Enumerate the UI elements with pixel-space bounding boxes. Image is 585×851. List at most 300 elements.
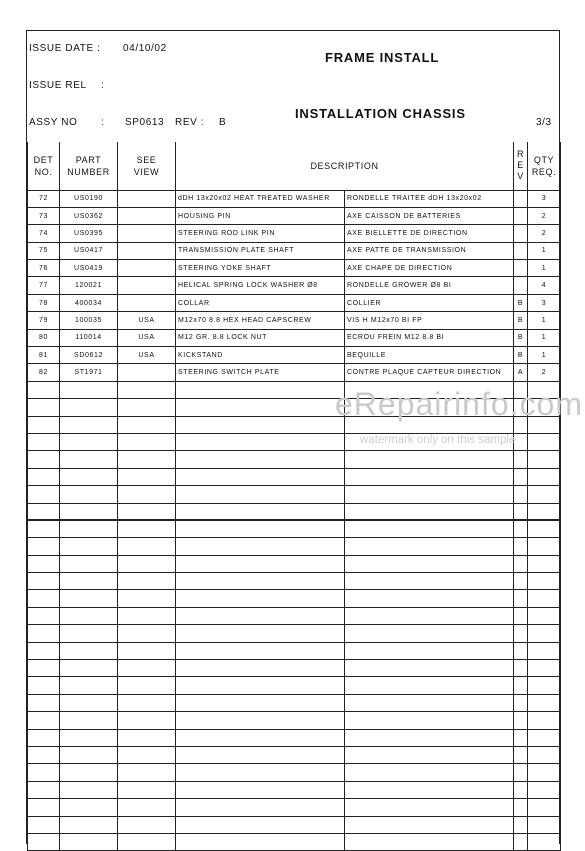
cell-see-view	[118, 364, 176, 381]
cell-det-no	[28, 642, 60, 659]
cell-qty	[528, 799, 561, 816]
cell-rev	[514, 573, 528, 590]
cell-rev	[514, 277, 528, 294]
cell-part-number	[60, 694, 118, 711]
cell-rev	[514, 625, 528, 642]
cell-part-number: US0419	[60, 260, 118, 277]
cell-rev	[514, 242, 528, 259]
cell-description-en: STEERING SWITCH PLATE	[176, 364, 345, 381]
cell-description-en	[176, 538, 345, 555]
cell-see-view	[118, 433, 176, 450]
issue-rel-label: ISSUE REL	[29, 80, 87, 91]
watermark-site: eRepairinfo.com	[335, 386, 583, 422]
cell-qty	[528, 781, 561, 798]
cell-description-fr: BEQUILLE	[345, 347, 514, 364]
cell-part-number	[60, 729, 118, 746]
empty-table-row	[28, 625, 561, 642]
cell-see-view: USA	[118, 329, 176, 346]
col-det-no: DET NO.	[28, 142, 60, 190]
table-row	[28, 190, 561, 207]
cell-qty	[528, 590, 561, 607]
table-header-row	[28, 142, 561, 190]
cell-description-en	[176, 625, 345, 642]
cell-part-number	[60, 555, 118, 572]
cell-rev	[514, 486, 528, 503]
cell-part-number: 100035	[60, 312, 118, 329]
cell-part-number	[60, 642, 118, 659]
cell-det-no	[28, 538, 60, 555]
empty-table-row	[28, 660, 561, 677]
cell-description-fr	[345, 660, 514, 677]
cell-part-number	[60, 747, 118, 764]
cell-see-view	[118, 277, 176, 294]
cell-description-fr: CONTRE PLAQUE CAPTEUR DIRECTION	[345, 364, 514, 381]
cell-see-view	[118, 660, 176, 677]
cell-description-fr	[345, 764, 514, 781]
cell-description-fr: AXE CAISSON DE BATTERIES	[345, 207, 514, 224]
cell-det-no: 73	[28, 207, 60, 224]
empty-table-row	[28, 573, 561, 590]
cell-rev	[514, 451, 528, 468]
cell-description-fr	[345, 538, 514, 555]
empty-table-row	[28, 764, 561, 781]
watermark-note: watermark only on this sample	[360, 434, 516, 446]
cell-det-no	[28, 555, 60, 572]
cell-description-en: TRANSMISSION PLATE SHAFT	[176, 242, 345, 259]
cell-see-view	[118, 225, 176, 242]
cell-description-en: STEERING ROD LINK PIN	[176, 225, 345, 242]
empty-table-row	[28, 712, 561, 729]
cell-rev	[514, 764, 528, 781]
cell-rev	[514, 468, 528, 485]
cell-det-no	[28, 729, 60, 746]
cell-qty	[528, 729, 561, 746]
cell-det-no	[28, 520, 60, 537]
cell-rev	[514, 712, 528, 729]
cell-det-no	[28, 381, 60, 398]
empty-table-row	[28, 833, 561, 850]
cell-see-view	[118, 416, 176, 433]
cell-description-en: dDH 13x20x02 HEAT TREATED WASHER	[176, 190, 345, 207]
cell-qty	[528, 451, 561, 468]
cell-description-fr	[345, 747, 514, 764]
cell-part-number	[60, 660, 118, 677]
cell-description-en	[176, 416, 345, 433]
empty-table-row	[28, 642, 561, 659]
cell-description-fr: VIS H M12x70 BI FP	[345, 312, 514, 329]
cell-det-no	[28, 590, 60, 607]
cell-description-fr	[345, 520, 514, 537]
cell-rev	[514, 660, 528, 677]
table-row	[28, 329, 561, 346]
cell-det-no: 80	[28, 329, 60, 346]
cell-part-number	[60, 381, 118, 398]
empty-table-row	[28, 451, 561, 468]
cell-see-view	[118, 625, 176, 642]
rev-value: B	[219, 117, 227, 128]
cell-det-no: 75	[28, 242, 60, 259]
cell-rev	[514, 642, 528, 659]
cell-qty	[528, 503, 561, 520]
cell-rev: B	[514, 347, 528, 364]
cell-description-fr	[345, 503, 514, 520]
parts-table	[27, 142, 561, 851]
cell-see-view	[118, 468, 176, 485]
assy-no-colon: :	[101, 117, 105, 128]
cell-description-fr: RONDELLE TRAITEE dDH 13x20x02	[345, 190, 514, 207]
table-row	[28, 364, 561, 381]
cell-description-fr	[345, 451, 514, 468]
cell-rev	[514, 207, 528, 224]
cell-description-fr	[345, 694, 514, 711]
cell-det-no	[28, 660, 60, 677]
cell-description-en	[176, 694, 345, 711]
cell-rev	[514, 816, 528, 833]
cell-part-number	[60, 451, 118, 468]
cell-rev	[514, 433, 528, 450]
table-row	[28, 277, 561, 294]
cell-description-fr: AXE BIELLETTE DE DIRECTION	[345, 225, 514, 242]
cell-description-en: KICKSTAND	[176, 347, 345, 364]
cell-part-number	[60, 625, 118, 642]
cell-description-fr	[345, 486, 514, 503]
empty-table-row	[28, 486, 561, 503]
cell-description-en: STEERING YOKE SHAFT	[176, 260, 345, 277]
cell-description-fr	[345, 625, 514, 642]
cell-description-en	[176, 590, 345, 607]
cell-rev	[514, 538, 528, 555]
cell-part-number: US0362	[60, 207, 118, 224]
cell-qty	[528, 555, 561, 572]
cell-rev	[514, 590, 528, 607]
cell-see-view	[118, 503, 176, 520]
cell-det-no	[28, 451, 60, 468]
cell-qty	[528, 625, 561, 642]
col-description: DESCRIPTION	[176, 142, 514, 190]
cell-part-number: US0417	[60, 242, 118, 259]
cell-description-en	[176, 642, 345, 659]
cell-part-number	[60, 399, 118, 416]
empty-table-row	[28, 729, 561, 746]
cell-see-view	[118, 677, 176, 694]
cell-qty: 3	[528, 190, 561, 207]
cell-see-view	[118, 833, 176, 850]
cell-rev	[514, 677, 528, 694]
cell-description-en	[176, 729, 345, 746]
cell-see-view: USA	[118, 312, 176, 329]
cell-det-no: 81	[28, 347, 60, 364]
cell-description-en	[176, 712, 345, 729]
cell-qty	[528, 816, 561, 833]
cell-qty	[528, 833, 561, 850]
cell-see-view	[118, 799, 176, 816]
cell-see-view	[118, 260, 176, 277]
cell-part-number	[60, 799, 118, 816]
cell-qty: 2	[528, 207, 561, 224]
cell-part-number	[60, 764, 118, 781]
cell-rev	[514, 260, 528, 277]
cell-qty	[528, 433, 561, 450]
cell-rev: B	[514, 329, 528, 346]
col-rev: R E V	[514, 142, 528, 190]
cell-qty: 1	[528, 260, 561, 277]
cell-description-en: HOUSING PIN	[176, 207, 345, 224]
cell-see-view	[118, 190, 176, 207]
cell-description-fr	[345, 816, 514, 833]
cell-qty: 1	[528, 347, 561, 364]
cell-part-number: 400034	[60, 294, 118, 311]
cell-rev: B	[514, 312, 528, 329]
table-row	[28, 347, 561, 364]
cell-rev	[514, 799, 528, 816]
cell-see-view	[118, 538, 176, 555]
cell-rev	[514, 520, 528, 537]
cell-part-number: 120021	[60, 277, 118, 294]
cell-description-en	[176, 555, 345, 572]
cell-det-no	[28, 833, 60, 850]
cell-description-en	[176, 781, 345, 798]
cell-part-number: ST1971	[60, 364, 118, 381]
cell-rev	[514, 555, 528, 572]
cell-rev	[514, 503, 528, 520]
table-row	[28, 294, 561, 311]
cell-see-view	[118, 555, 176, 572]
title-english: FRAME INSTALL	[325, 50, 440, 65]
cell-description-en	[176, 520, 345, 537]
cell-part-number	[60, 538, 118, 555]
cell-rev: B	[514, 294, 528, 311]
cell-rev	[514, 225, 528, 242]
assy-no-label: ASSY NO	[29, 117, 78, 128]
empty-table-row	[28, 538, 561, 555]
cell-description-en	[176, 799, 345, 816]
cell-det-no: 72	[28, 190, 60, 207]
cell-see-view	[118, 642, 176, 659]
cell-part-number: 110014	[60, 329, 118, 346]
empty-table-row	[28, 520, 561, 537]
empty-table-row	[28, 677, 561, 694]
assy-no-value: SP0613	[125, 117, 165, 128]
cell-qty	[528, 694, 561, 711]
cell-description-en: COLLAR	[176, 294, 345, 311]
cell-description-fr	[345, 799, 514, 816]
cell-description-fr	[345, 555, 514, 572]
cell-see-view	[118, 242, 176, 259]
cell-description-en	[176, 381, 345, 398]
cell-description-fr	[345, 833, 514, 850]
cell-qty	[528, 486, 561, 503]
cell-qty: 3	[528, 294, 561, 311]
cell-rev	[514, 781, 528, 798]
cell-det-no	[28, 433, 60, 450]
cell-description-fr	[345, 677, 514, 694]
empty-table-row	[28, 816, 561, 833]
cell-det-no	[28, 399, 60, 416]
cell-part-number	[60, 677, 118, 694]
cell-rev	[514, 833, 528, 850]
cell-description-en	[176, 660, 345, 677]
cell-qty: 1	[528, 242, 561, 259]
cell-see-view	[118, 781, 176, 798]
cell-det-no	[28, 712, 60, 729]
issue-date-value: 04/10/02	[123, 43, 167, 54]
cell-description-fr	[345, 590, 514, 607]
cell-see-view	[118, 294, 176, 311]
cell-description-en	[176, 503, 345, 520]
cell-part-number	[60, 486, 118, 503]
cell-rev: A	[514, 364, 528, 381]
empty-table-row	[28, 747, 561, 764]
cell-det-no	[28, 486, 60, 503]
cell-description-en: M12x70 8.8 HEX HEAD CAPSCREW	[176, 312, 345, 329]
cell-see-view	[118, 694, 176, 711]
cell-see-view: USA	[118, 347, 176, 364]
empty-table-row	[28, 781, 561, 798]
cell-part-number	[60, 573, 118, 590]
cell-see-view	[118, 712, 176, 729]
cell-description-en	[176, 816, 345, 833]
cell-det-no	[28, 625, 60, 642]
col-see-view: SEE VIEW	[118, 142, 176, 190]
cell-qty	[528, 468, 561, 485]
cell-det-no	[28, 416, 60, 433]
empty-table-row	[28, 607, 561, 624]
cell-qty	[528, 520, 561, 537]
cell-part-number	[60, 781, 118, 798]
col-part-number: PART NUMBER	[60, 142, 118, 190]
cell-description-fr	[345, 729, 514, 746]
cell-det-no	[28, 781, 60, 798]
cell-rev	[514, 607, 528, 624]
cell-description-en	[176, 468, 345, 485]
cell-see-view	[118, 747, 176, 764]
cell-qty	[528, 747, 561, 764]
cell-part-number: SD0612	[60, 347, 118, 364]
cell-description-en	[176, 573, 345, 590]
table-row	[28, 312, 561, 329]
cell-description-en	[176, 433, 345, 450]
cell-description-en: HELICAL SPRING LOCK WASHER Ø8	[176, 277, 345, 294]
cell-part-number	[60, 503, 118, 520]
page-number: 3/3	[536, 117, 552, 128]
cell-qty	[528, 642, 561, 659]
cell-description-en	[176, 399, 345, 416]
cell-description-en	[176, 607, 345, 624]
title-french: INSTALLATION CHASSIS	[295, 106, 466, 121]
cell-see-view	[118, 451, 176, 468]
cell-description-fr: AXE PATTE DE TRANSMISSION	[345, 242, 514, 259]
cell-see-view	[118, 590, 176, 607]
table-row	[28, 260, 561, 277]
cell-det-no	[28, 677, 60, 694]
cell-description-en: M12 GR. 8.8 LOCK NUT	[176, 329, 345, 346]
cell-description-fr: AXE CHAPE DE DIRECTION	[345, 260, 514, 277]
cell-det-no	[28, 764, 60, 781]
cell-description-fr: COLLIER	[345, 294, 514, 311]
cell-det-no: 79	[28, 312, 60, 329]
cell-rev	[514, 747, 528, 764]
cell-see-view	[118, 520, 176, 537]
cell-qty	[528, 660, 561, 677]
cell-part-number: US0190	[60, 190, 118, 207]
cell-det-no	[28, 694, 60, 711]
cell-see-view	[118, 729, 176, 746]
cell-qty	[528, 607, 561, 624]
cell-det-no	[28, 573, 60, 590]
cell-description-en	[176, 764, 345, 781]
cell-part-number	[60, 607, 118, 624]
cell-part-number	[60, 590, 118, 607]
cell-qty: 2	[528, 225, 561, 242]
empty-table-row	[28, 694, 561, 711]
cell-rev	[514, 694, 528, 711]
cell-description-fr	[345, 642, 514, 659]
cell-det-no	[28, 799, 60, 816]
cell-det-no	[28, 468, 60, 485]
cell-qty: 4	[528, 277, 561, 294]
cell-det-no: 76	[28, 260, 60, 277]
empty-table-row	[28, 590, 561, 607]
col-qty-req: QTY REQ.	[528, 142, 561, 190]
cell-qty: 1	[528, 312, 561, 329]
cell-qty: 1	[528, 329, 561, 346]
cell-det-no	[28, 747, 60, 764]
cell-description-fr	[345, 573, 514, 590]
cell-description-en	[176, 677, 345, 694]
cell-part-number: US0395	[60, 225, 118, 242]
cell-det-no: 77	[28, 277, 60, 294]
cell-det-no	[28, 503, 60, 520]
cell-part-number	[60, 712, 118, 729]
cell-description-fr: RONDELLE GROWER Ø8 BI	[345, 277, 514, 294]
cell-see-view	[118, 607, 176, 624]
cell-description-fr: ECROU FREIN M12 8.8 BI	[345, 329, 514, 346]
cell-part-number	[60, 520, 118, 537]
cell-qty	[528, 538, 561, 555]
cell-det-no: 74	[28, 225, 60, 242]
cell-see-view	[118, 764, 176, 781]
cell-part-number	[60, 416, 118, 433]
cell-description-en	[176, 451, 345, 468]
cell-description-en	[176, 833, 345, 850]
cell-det-no	[28, 607, 60, 624]
empty-table-row	[28, 799, 561, 816]
cell-rev	[514, 190, 528, 207]
cell-description-en	[176, 486, 345, 503]
cell-qty	[528, 573, 561, 590]
issue-date-label: ISSUE DATE :	[29, 43, 101, 54]
cell-see-view	[118, 573, 176, 590]
empty-table-row	[28, 503, 561, 520]
empty-table-row	[28, 555, 561, 572]
cell-description-en	[176, 747, 345, 764]
cell-description-fr	[345, 607, 514, 624]
cell-part-number	[60, 833, 118, 850]
cell-det-no: 82	[28, 364, 60, 381]
table-row	[28, 225, 561, 242]
cell-see-view	[118, 399, 176, 416]
cell-description-fr	[345, 468, 514, 485]
cell-det-no	[28, 816, 60, 833]
cell-qty	[528, 712, 561, 729]
cell-qty	[528, 677, 561, 694]
cell-part-number	[60, 433, 118, 450]
cell-see-view	[118, 486, 176, 503]
cell-qty: 2	[528, 364, 561, 381]
cell-part-number	[60, 816, 118, 833]
cell-part-number	[60, 468, 118, 485]
table-row	[28, 207, 561, 224]
